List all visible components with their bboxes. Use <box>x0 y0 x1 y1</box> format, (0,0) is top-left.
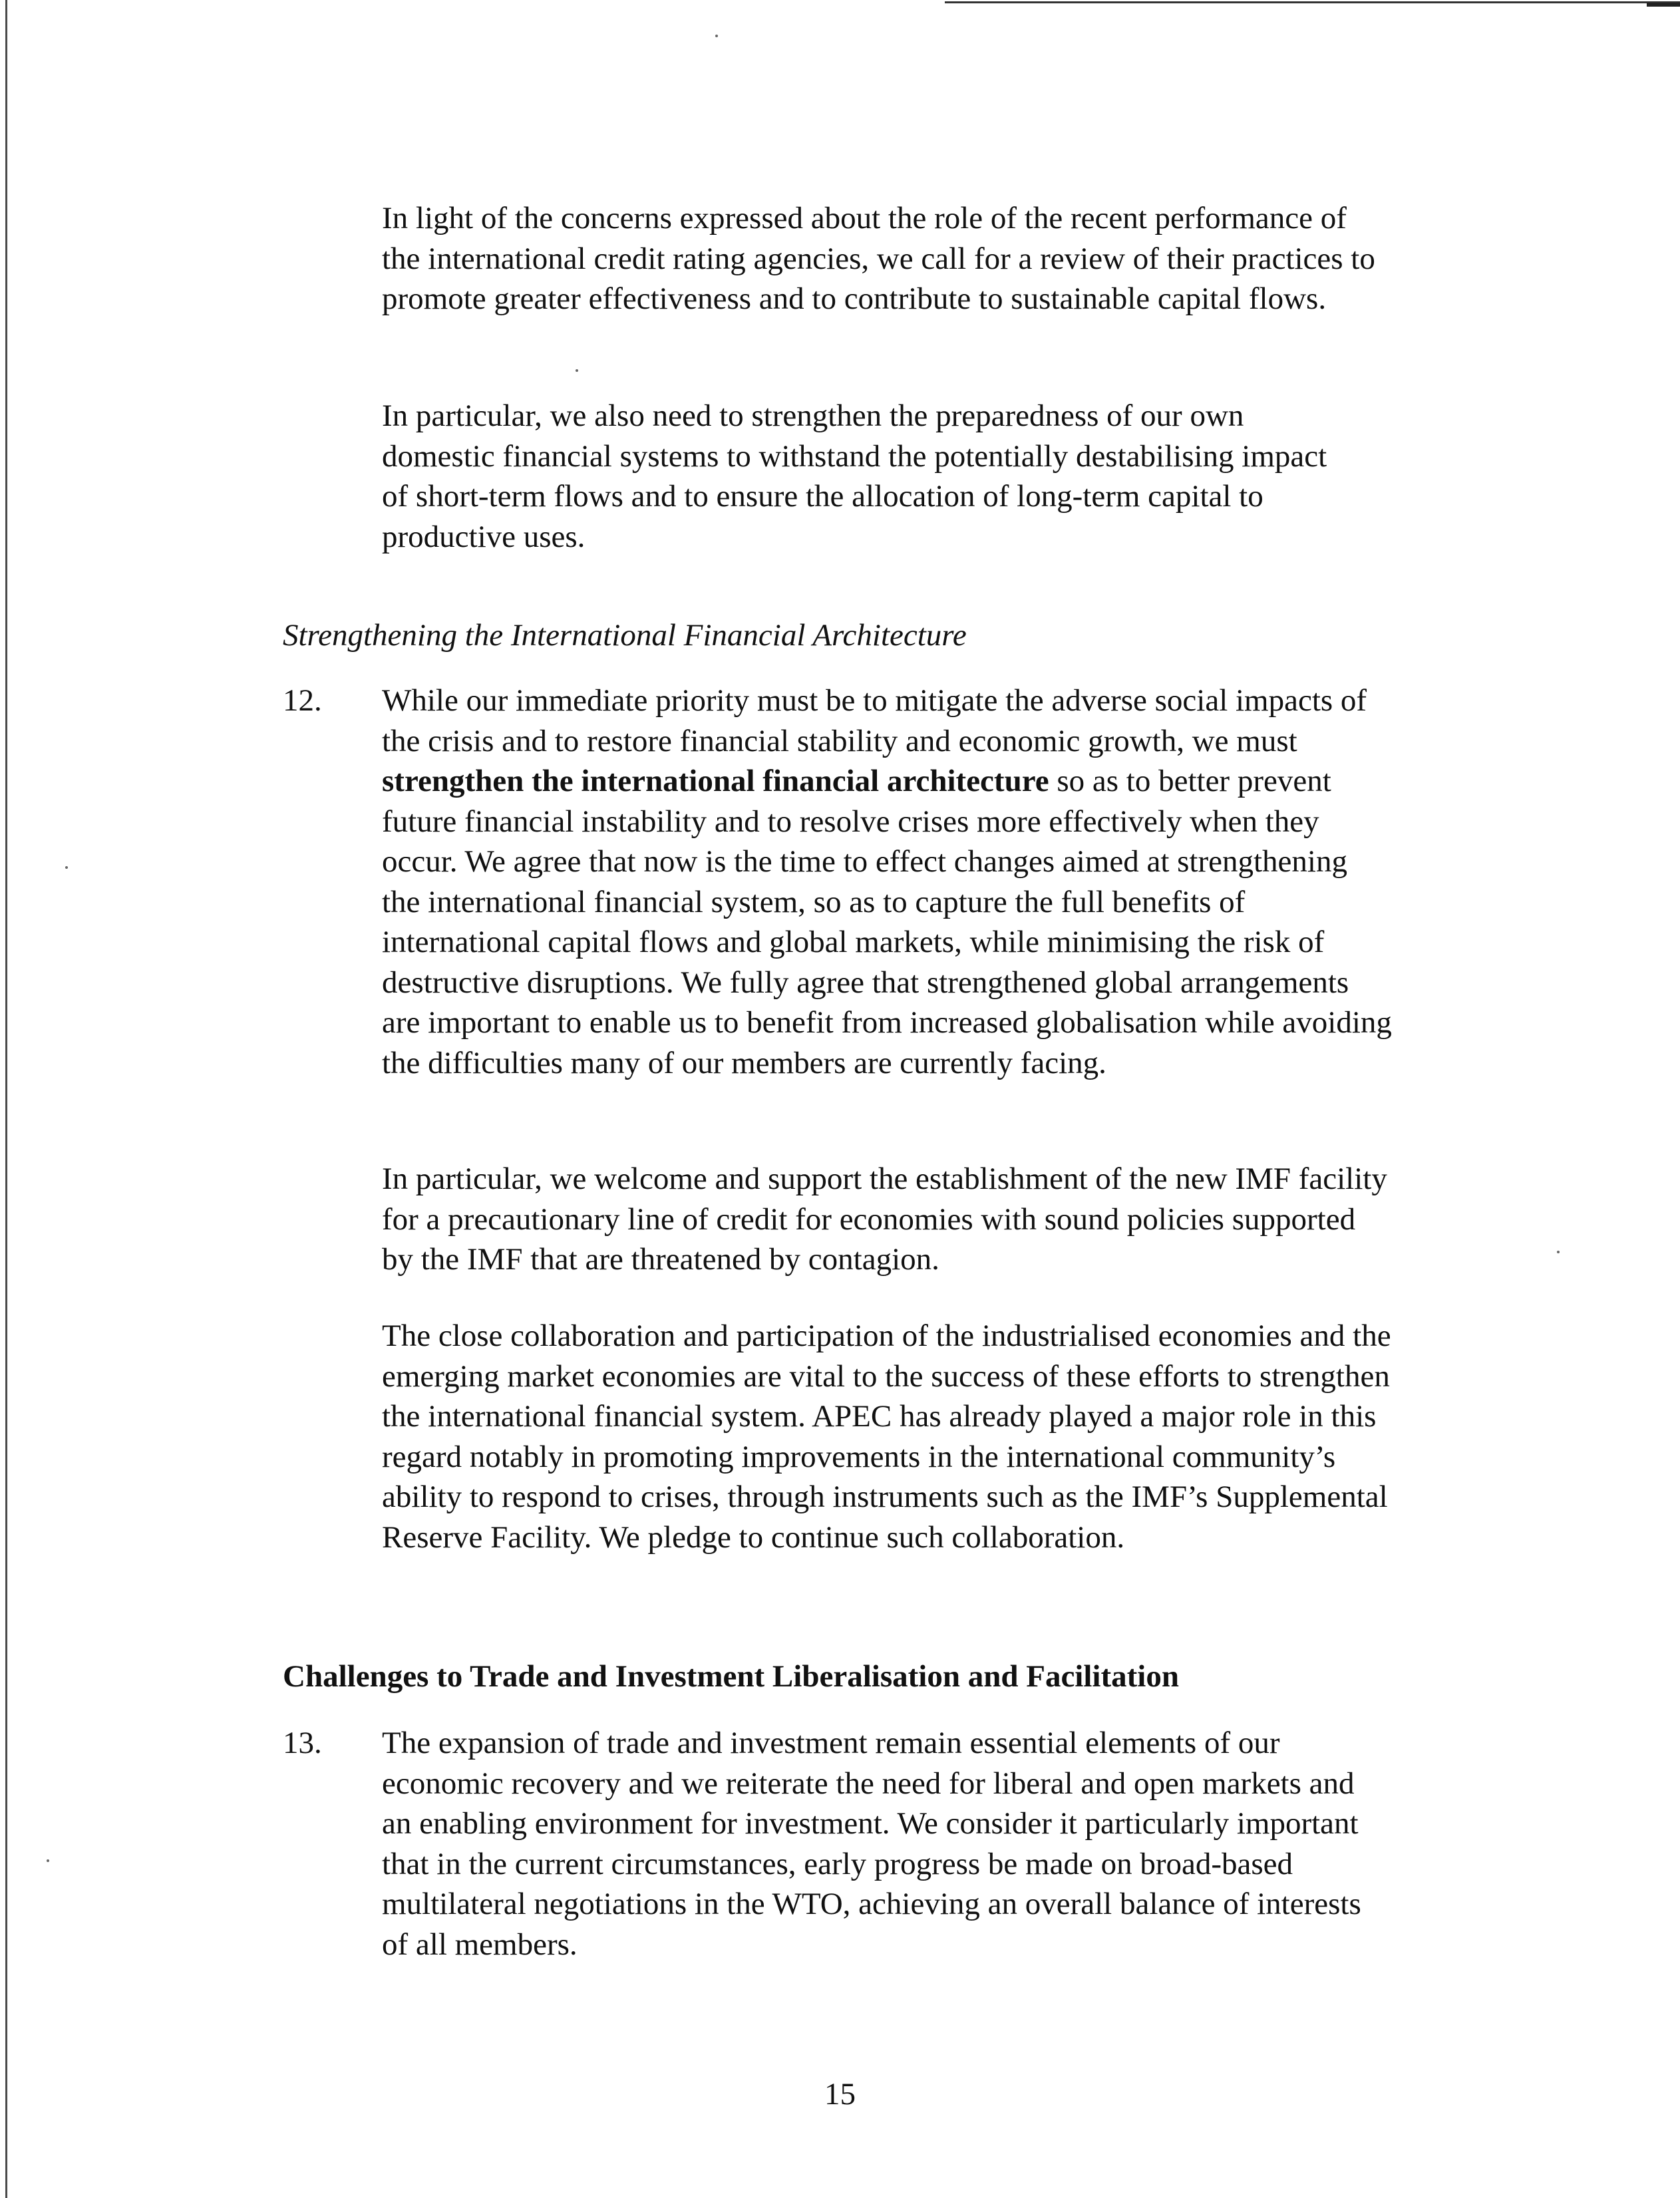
paragraph-item-13: The expansion of trade and investment remain essential elements of our economic recovery and we reiterate the need for liberal and open markets and an enabling environment for investment. We consider it particularly important that in the current circumstances, early progress be made on broad-based multilateral negotiations in the WTO, achieving an overall balance of interests of all members. <box>382 1726 1361 1962</box>
paragraph-imf-facility: In particular, we welcome and support the establishment of the new IMF facility for a precautionary line of credit for economies with sound policies supported by the IMF that are threatened by contagion. <box>382 1162 1387 1277</box>
item-12-text-end: so as to better prevent future financial instability and to resolve crises more effectively when they occur. We agree that now is the time to effect changes aimed at strengthening the international financial system, so as to capture the full benefits of international capital flows and global markets, while minimising the risk of destructive disruptions. We fully agree that strengthened global arrangements are important to enable us to benefit from increased globalisation while avoiding the difficulties many of our members are currently facing. <box>382 764 1392 1080</box>
section-heading-architecture: Strengthening the International Financial Architecture <box>283 618 967 653</box>
item-number-12: 12. <box>283 683 322 718</box>
paragraph-item-12 <box>382 681 1393 1083</box>
paragraph-collaboration: The close collaboration and participation of the industrialised economies and the emerging market economies are vital to the success of these efforts to strengthen the international financial system. APEC has already played a major role in this regard notably in promoting improvements in the international community’s ability to respond to crises, through instruments such as the IMF’s Supplemental Reserve Facility. We pledge to continue such collaboration. <box>382 1319 1391 1555</box>
scan-speck <box>576 369 578 372</box>
item-number-13: 13. <box>283 1726 322 1760</box>
paragraph-domestic-systems: In particular, we also need to strengthen the preparedness of our own domestic financial systems to withstand the potentially destabilising impact of short-term flows and to ensure the allocation of long-term capital to productive uses. <box>382 398 1327 554</box>
paragraph-credit-ratings: In light of the concerns expressed about the role of the recent performance of the international credit rating agencies, we call for a review of their practices to promote greater effectiveness and to contribute to sustainable capital flows. <box>382 201 1375 316</box>
page-left-border <box>5 0 7 2198</box>
scan-speck <box>47 1859 49 1862</box>
section-heading-trade: Challenges to Trade and Investment Liberalisation and Facilitation <box>283 1659 1179 1694</box>
page-top-rule-tip <box>1647 3 1680 7</box>
scan-speck <box>65 866 68 869</box>
item-12-bold-phrase: strengthen the international financial architecture <box>382 764 1049 798</box>
scan-speck <box>715 35 718 37</box>
page-number: 15 <box>824 2077 856 2112</box>
page-top-rule <box>945 1 1680 3</box>
scan-speck <box>1557 1251 1560 1253</box>
item-12-text-start: While our immediate priority must be to mitigate the adverse social impacts of the crisis and to restore financial stability and economic growth, we must <box>382 683 1367 758</box>
